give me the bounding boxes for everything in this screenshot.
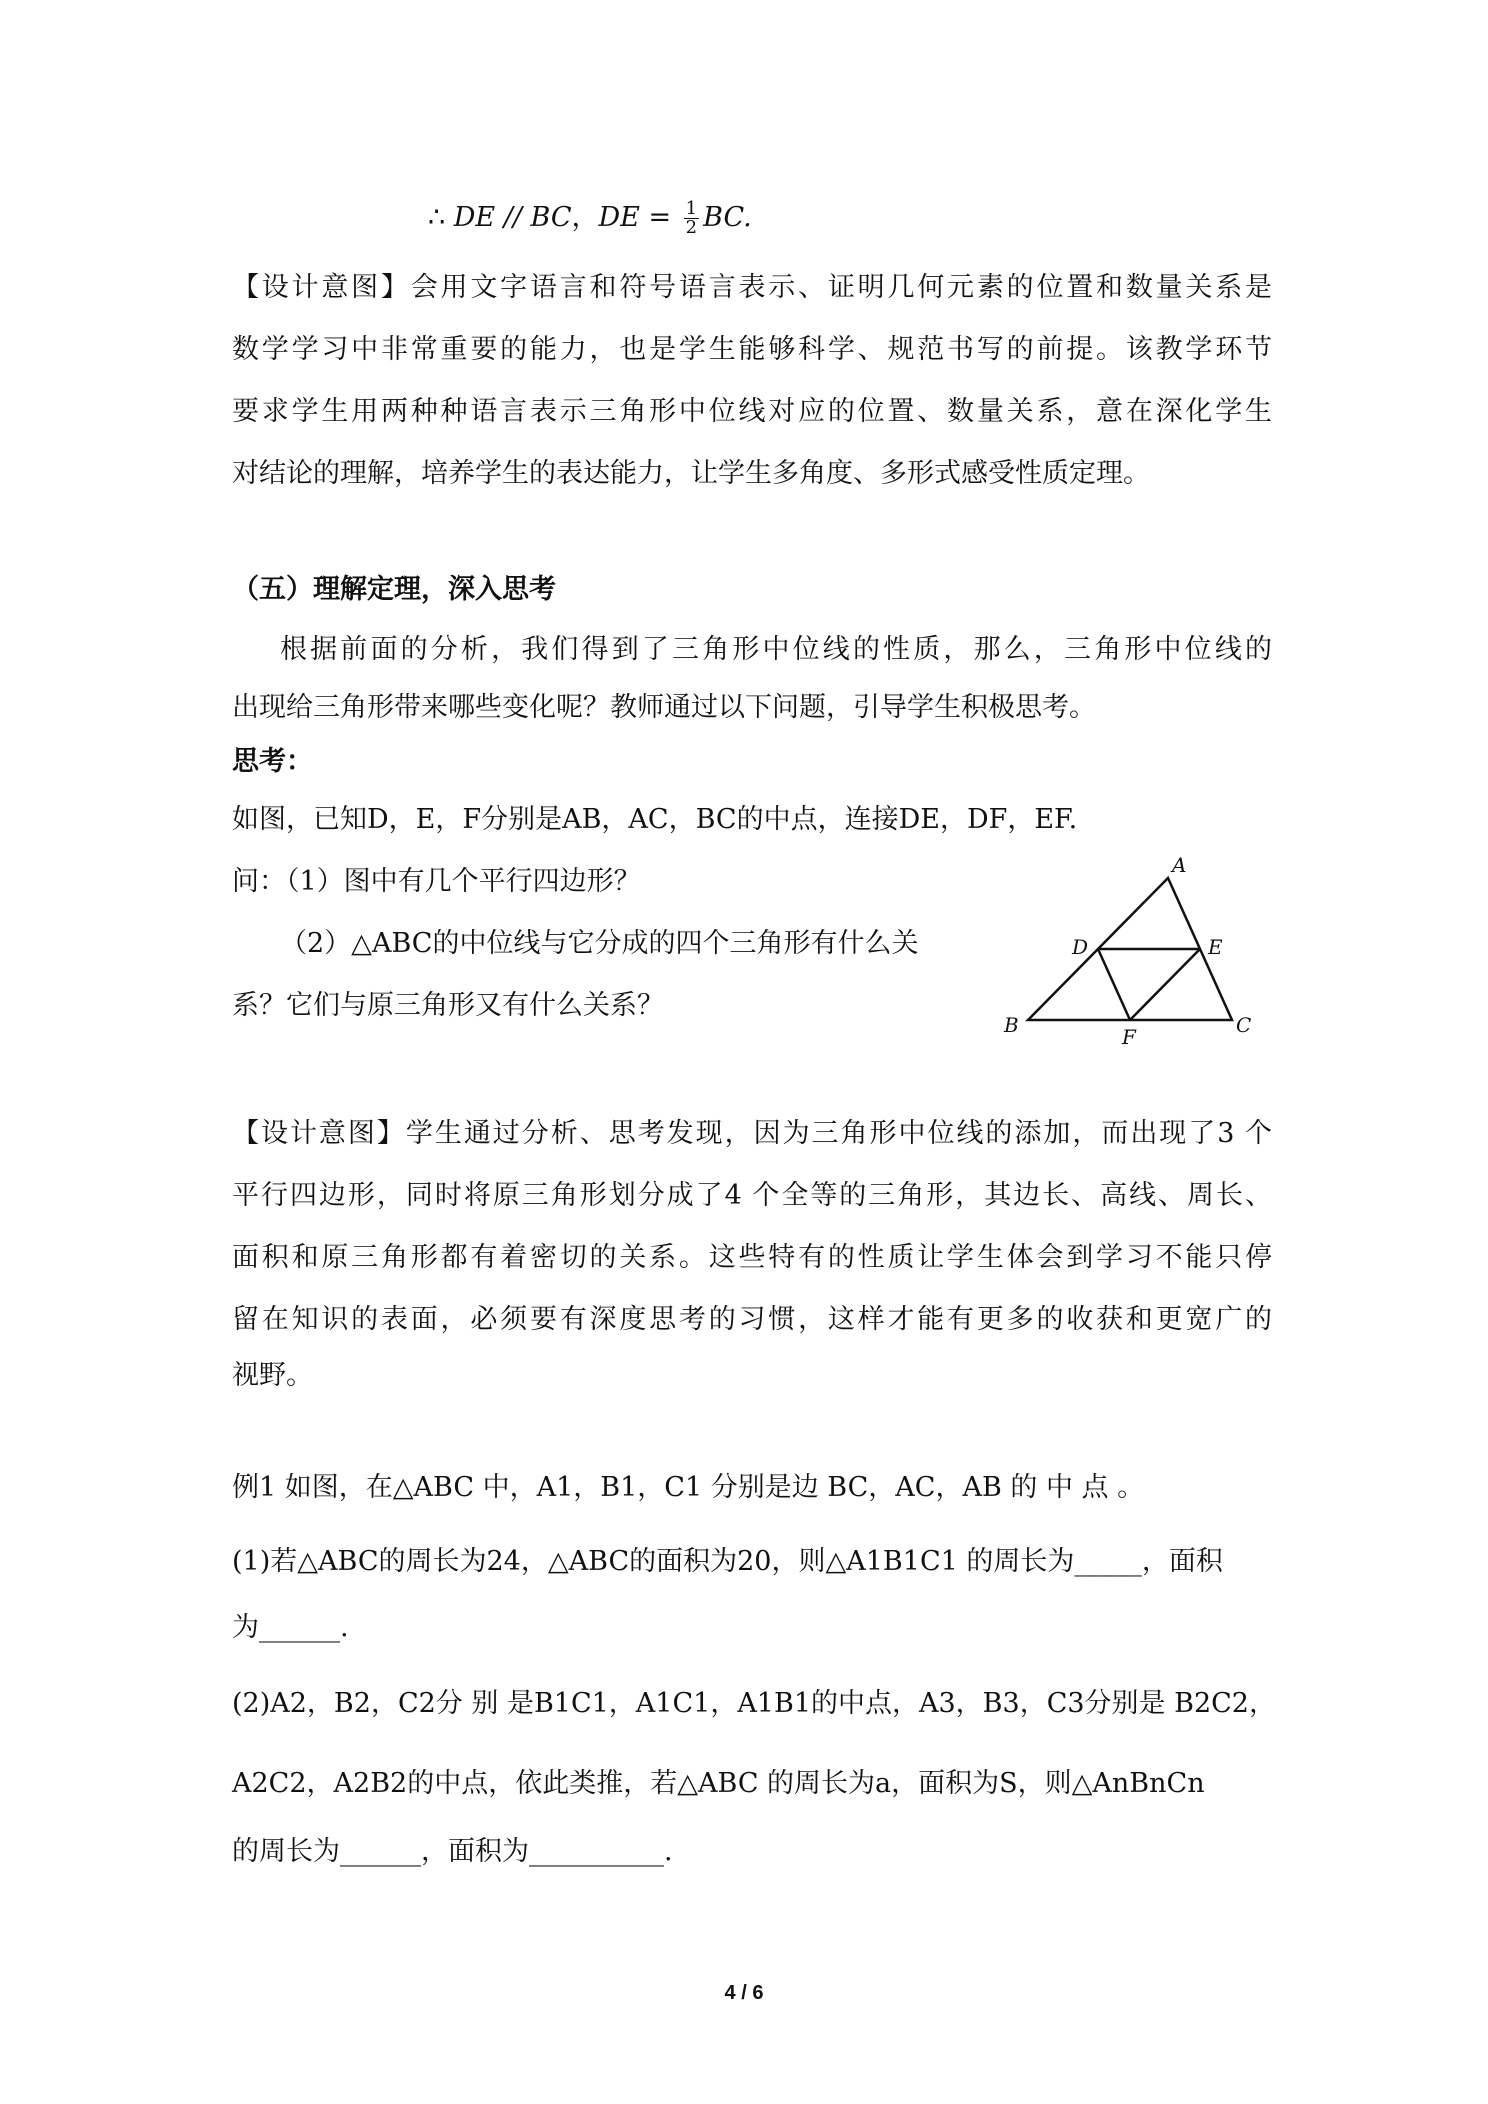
section5-para-line-1: 根据前面的分析，我们得到了三角形中位线的性质，那么，三角形中位线的 (280, 634, 1272, 665)
segment-ef (1130, 949, 1200, 1020)
conclusion-line: ∴ DE // BC，DE = $\frac{1}{2}$ BC. (428, 198, 752, 238)
label-b: B (1004, 1013, 1019, 1037)
example-title: 例1 如图，在△ABC 中，A1，B1，C1 分别是边 BC，AC，AB 的 中 点 。 (232, 1472, 1145, 1503)
example-part2-line-3: 的周长为______，面积为__________. (232, 1836, 673, 1867)
given-statement: 如图，已知D，E，F分别是AB，AC，BC的中点，连接DE，DF，EF. (232, 804, 1078, 835)
example-part1-line-1: (1)若△ABC的周长为24，△ABC的面积为20，则△A1B1C1 的周长为_____，面积 (232, 1546, 1223, 1577)
example-part2-line-2: A2C2，A2B2的中点，依此类推，若△ABC 的周长为a，面积为S，则△AnBnCn (232, 1768, 1205, 1799)
label-d: D (1072, 935, 1089, 959)
question-2-line-1: （2）△ABC的中位线与它分成的四个三角形有什么关 (280, 928, 919, 959)
design-intent-2-line-1: 【设计意图】学生通过分析、思考发现，因为三角形中位线的添加，而出现了3 个 (232, 1118, 1272, 1149)
fraction-one-half: $\frac{1}{2}$ (685, 198, 698, 238)
design-intent-2-line-5: 视野。 (232, 1360, 313, 1391)
design-intent-1-line-1: 【设计意图】会用文字语言和符号语言表示、证明几何元素的位置和数量关系是 (232, 272, 1272, 303)
segment-df (1098, 949, 1130, 1020)
label-f: F (1122, 1025, 1136, 1049)
label-e: E (1208, 935, 1223, 959)
section5-para-line-2: 出现给三角形带来哪些变化呢？教师通过以下问题，引导学生积极思考。 (232, 692, 1096, 723)
design-intent-2-line-2: 平行四边形，同时将原三角形划分成了4 个全等的三角形，其边长、高线、周长、 (232, 1180, 1272, 1211)
design-intent-2-line-3: 面积和原三角形都有着密切的关系。这些特有的性质让学生体会到学习不能只停 (232, 1242, 1272, 1273)
design-intent-2-line-4: 留在知识的表面，必须要有深度思考的习惯，这样才能有更多的收获和更宽广的 (232, 1304, 1272, 1335)
design-intent-1-line-2: 数学学习中非常重要的能力，也是学生能够科学、规范书写的前提。该教学环节 (232, 334, 1272, 365)
example-part2-line-1: (2)A2，B2，C2分 别 是B1C1，A1C1，A1B1的中点，A3，B3，C3分别是 B2C2， (232, 1688, 1276, 1719)
triangle-figure (1000, 850, 1260, 1050)
design-intent-1-line-3: 要求学生用两种种语言表示三角形中位线对应的位置、数量关系，意在深化学生 (232, 396, 1272, 427)
label-c: C (1236, 1013, 1252, 1037)
therefore-symbol: ∴ (428, 202, 446, 233)
question-2-line-2: 系？它们与原三角形又有什么关系？ (232, 990, 664, 1021)
label-a: A (1172, 853, 1187, 877)
page-number: 4 / 6 (724, 1982, 764, 2004)
design-intent-1-line-4: 对结论的理解，培养学生的表达能力，让学生多角度、多形式感受性质定理。 (232, 458, 1150, 489)
section-heading: （五）理解定理，深入思考 (232, 574, 556, 605)
question-1: 问：（1）图中有几个平行四边形？ (232, 866, 641, 897)
example-part1-line-2: 为______. (232, 1612, 349, 1643)
think-label: 思考： (232, 746, 313, 777)
